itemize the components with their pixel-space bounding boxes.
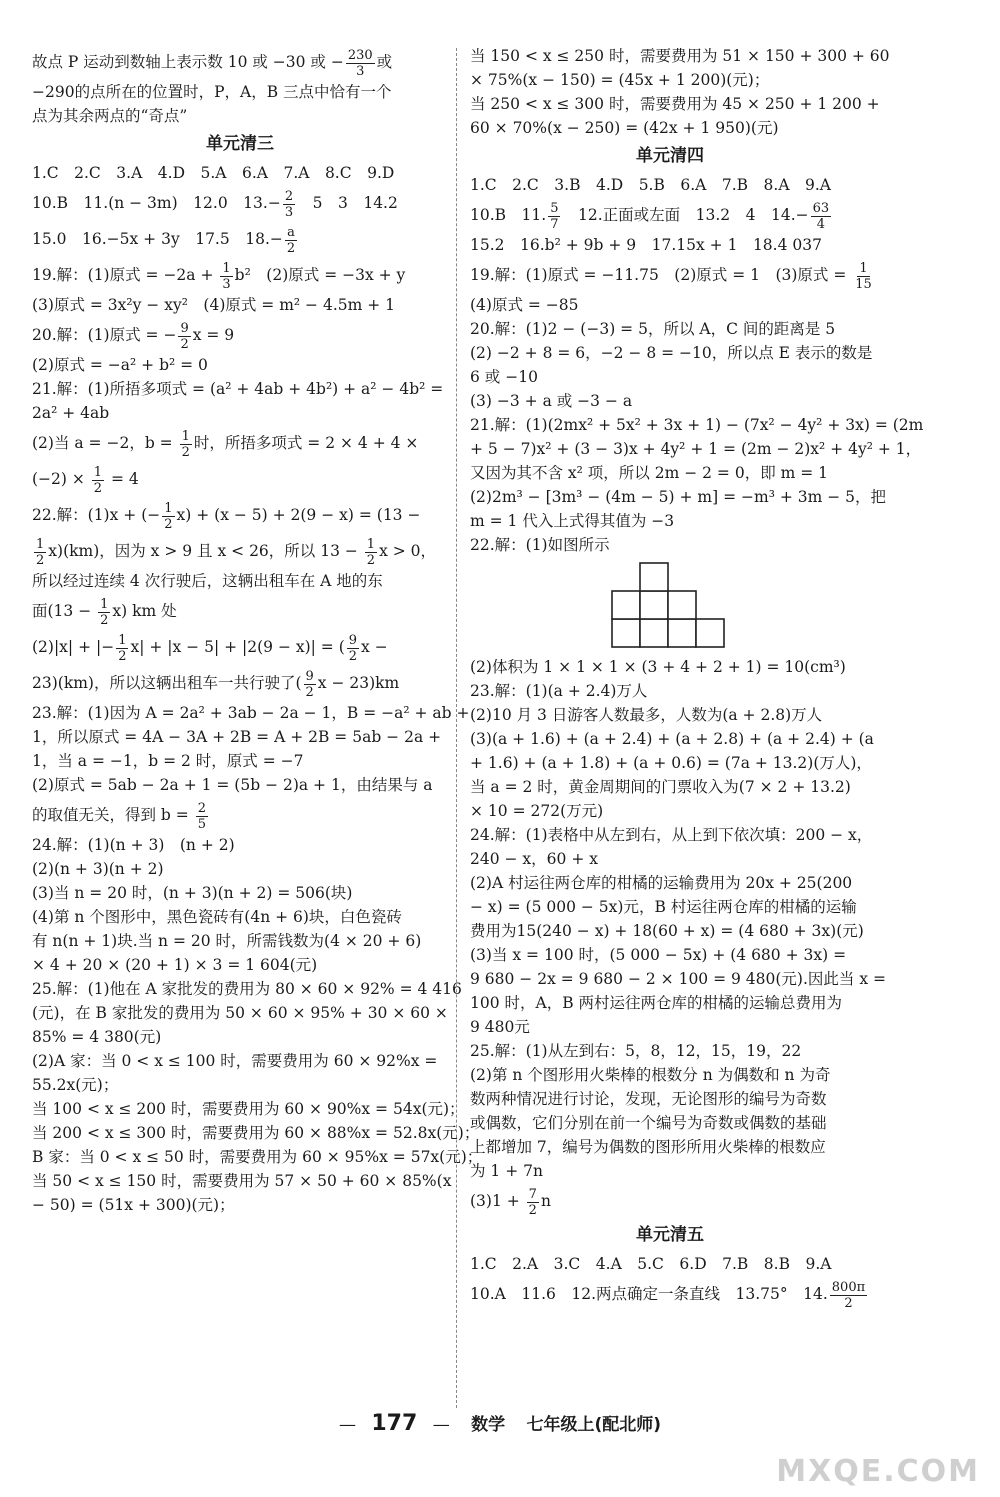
fraction-denominator: 2 bbox=[286, 240, 296, 256]
text-line: $\frac{1}{2}$ x)(km)，因为 x > 9 且 x < 26，所以 13 − $\frac{1}{2}$ x > 0， bbox=[36, 536, 437, 568]
text-line: (2)第 n 个图形用火柴棒的根数分 n 为偶数和 n 为奇 bbox=[470, 1066, 831, 1084]
text-line: m = 1 代入上式得其值为 −3 bbox=[470, 512, 675, 530]
text-line: 当 200 < x ≤ 300 时，需要费用为 60 × 88%x = 52.8x(元)； bbox=[32, 1124, 480, 1142]
cube-view-figure bbox=[610, 561, 726, 649]
fraction-numerator: 1 bbox=[100, 596, 109, 612]
fraction bbox=[283, 189, 295, 220]
fraction-numerator: 1 bbox=[366, 536, 376, 552]
text-line: 面(13 − $\frac{1}{2}$ x) km 处 bbox=[32, 596, 177, 628]
figure-square bbox=[668, 619, 696, 647]
fraction-numerator: 1 bbox=[118, 632, 127, 648]
text-line: − x) = (5 000 − 5x)元，B 村运往两仓库的柑橘的运输 bbox=[470, 898, 857, 916]
fraction-numerator: 800π bbox=[831, 1279, 866, 1295]
fraction-numerator: 63 bbox=[812, 200, 830, 216]
fraction-denominator: 4 bbox=[816, 216, 826, 232]
text-line: (3)原式 = 3x²y − xy² (4)原式 = m² − 4.5m + 1 bbox=[32, 296, 396, 314]
text-line: 15.0 16.−5x + 3y 17.5 18.− $\frac{a}{2}$ bbox=[32, 224, 296, 256]
text-line: 1.C 2.C 3.B 4.D 5.B 6.A 7.B 8.A 9.A bbox=[470, 176, 831, 194]
fraction bbox=[830, 1280, 867, 1311]
text-line: (3)当 x = 100 时，(5 000 − 5x) + (4 680 + 3x) = bbox=[470, 946, 847, 964]
fraction-numerator: 230 bbox=[347, 47, 373, 63]
text-line: (2)(n + 3)(n + 2) bbox=[32, 860, 164, 878]
fraction bbox=[527, 1187, 539, 1218]
fraction bbox=[285, 225, 297, 256]
text-line: (2)体积为 1 × 1 × 1 × (3 + 4 + 2 + 1) = 10(cm³) bbox=[470, 658, 846, 676]
text-line: (3)当 n = 20 时，(n + 3)(n + 2) = 506(块) bbox=[32, 884, 353, 902]
text-line: 19.解：(1)原式 = −2a + $\frac{1}{3}$ b² (2)原式 = −3x + y bbox=[32, 260, 406, 292]
page-footer bbox=[0, 1410, 1000, 1436]
text-line: B 家：当 0 < x ≤ 50 时，需要费用为 60 × 95%x = 57x(元)； bbox=[32, 1148, 483, 1166]
text-line: 23.解：(1)因为 A = 2a² + 3ab − 2a − 1，B = −a² + ab + bbox=[32, 704, 470, 722]
text-line: (3)1 + $\frac{7}{2}$ n bbox=[470, 1186, 551, 1218]
text-line: 10.A 11.6 12.两点确定一条直线 13.75° 14. $\frac{800\pi}{2}$ bbox=[470, 1279, 866, 1311]
text-line: 25.解：(1)他在 A 家批发的费用为 80 × 60 × 92% = 4 416 bbox=[32, 980, 462, 998]
fraction bbox=[347, 633, 359, 664]
figure-square bbox=[668, 591, 696, 619]
fraction-numerator: 5 bbox=[550, 200, 559, 216]
figure-square bbox=[640, 563, 668, 591]
text-line: (2)A 村运往两仓库的柑橘的运输费用为 20x + 25(200 bbox=[470, 874, 853, 892]
text-line: (3)(a + 1.6) + (a + 2.4) + (a + 2.8) + (a + 2.4) + (a bbox=[470, 730, 874, 748]
fraction bbox=[346, 48, 375, 79]
text-line: 为 1 + 7n bbox=[470, 1162, 543, 1180]
text-line: 当 150 < x ≤ 250 时，需要费用为 51 × 150 + 300 + 60 bbox=[470, 47, 890, 65]
text-line: + 1.6) + (a + 1.8) + (a + 0.6) = (7a + 13.2)(万人)， bbox=[470, 754, 872, 772]
watermark-logo: MXQE.COM bbox=[776, 1454, 980, 1489]
text-line: 2a² + 4ab bbox=[32, 404, 110, 422]
text-line: 55.2x(元)； bbox=[32, 1076, 119, 1094]
fraction-denominator: 2 bbox=[180, 336, 189, 352]
fraction-denominator: 15 bbox=[855, 276, 872, 292]
text-line: 或偶数，它们分别在前一个编号为奇数或偶数的基础 bbox=[470, 1114, 827, 1132]
fraction bbox=[92, 465, 104, 496]
text-line: 240 − x，60 + x bbox=[470, 850, 598, 868]
fraction bbox=[220, 261, 232, 292]
text-line: (3) −3 + a 或 −3 − a bbox=[470, 392, 633, 410]
fraction-denominator: 5 bbox=[197, 816, 206, 832]
text-line: (2)当 a = −2，b = $\frac{1}{2}$ 时，所捂多项式 = 2 × 4 + 4 × bbox=[32, 428, 419, 460]
fraction-numerator: 1 bbox=[93, 464, 103, 480]
text-line: 当 a = 2 时，黄金周期间的门票收入为(7 × 2 + 13.2) bbox=[470, 778, 851, 796]
text-line: 所以经过连续 4 次行驶后，这辆出租车在 A 地的东 bbox=[32, 572, 383, 590]
fraction-denominator: 2 bbox=[36, 552, 45, 568]
figure-square bbox=[696, 619, 724, 647]
text-line: 9 680 − 2x = 9 680 − 2 × 100 = 9 480(元).因此当 x = bbox=[470, 970, 886, 988]
text-line: 当 50 < x ≤ 150 时，需要费用为 57 × 50 + 60 × 85%(x bbox=[32, 1172, 452, 1190]
fraction bbox=[811, 201, 832, 232]
fraction-numerator: 7 bbox=[528, 1186, 537, 1202]
figure-square bbox=[640, 619, 668, 647]
section-heading: 单元清三 bbox=[206, 134, 274, 154]
text-line: (元)，在 B 家批发的费用为 50 × 60 × 95% + 30 × 60 × bbox=[32, 1004, 448, 1022]
fraction-numerator: 2 bbox=[197, 800, 206, 816]
text-line: × 4 + 20 × (20 + 1) × 3 = 1 604(元) bbox=[32, 956, 318, 974]
section-heading: 单元清五 bbox=[636, 1225, 704, 1245]
text-line: 24.解：(1)表格中从左到右，从上到下依次填：200 − x， bbox=[470, 826, 873, 844]
fraction bbox=[116, 633, 128, 664]
fraction bbox=[196, 801, 208, 832]
text-line: 的取值无关，得到 b = $\frac{2}{5}$ bbox=[32, 800, 206, 832]
fraction bbox=[178, 321, 190, 352]
fraction-denominator: 2 bbox=[844, 1295, 853, 1311]
fraction-denominator: 3 bbox=[356, 63, 365, 79]
fraction-denominator: 7 bbox=[550, 216, 559, 232]
text-line: (2)10 月 3 日游客人数最多，人数为(a + 2.8)万人 bbox=[470, 706, 823, 724]
fraction-denominator: 2 bbox=[118, 648, 127, 664]
fraction-numerator: 1 bbox=[36, 536, 45, 552]
text-line: + 5 − 7)x² + (3 − 3)x + 4y² + 1 = (2m − 2)x² + 4y² + 1， bbox=[470, 440, 922, 458]
text-line: (−2) × $\frac{1}{2}$ = 4 bbox=[32, 464, 139, 496]
text-line: 有 n(n + 1)块.当 n = 20 时，所需钱数为(4 × 20 + 6) bbox=[32, 932, 422, 950]
fraction bbox=[304, 669, 316, 700]
fraction-numerator: 9 bbox=[305, 668, 314, 684]
text-line: (2)原式 = 5ab − 2a + 1 = (5b − 2)a + 1，由结果与 a bbox=[32, 776, 433, 794]
fraction bbox=[365, 537, 377, 568]
fraction-denominator: 3 bbox=[284, 204, 294, 220]
left-column bbox=[32, 44, 483, 1217]
fraction bbox=[162, 501, 174, 532]
text-line: 1.C 2.A 3.C 4.A 5.C 6.D 7.B 8.B 9.A bbox=[470, 1255, 832, 1273]
column-divider bbox=[456, 48, 457, 1408]
fraction bbox=[34, 537, 46, 568]
footer-grade: 七年级上(配北师) bbox=[526, 1415, 662, 1435]
page-number: 177 bbox=[371, 1411, 418, 1436]
fraction bbox=[548, 201, 560, 232]
text-line: 点为其余两点的“奇点” bbox=[32, 107, 188, 125]
fraction-denominator: 2 bbox=[181, 444, 190, 460]
fraction-numerator: 1 bbox=[859, 260, 868, 276]
fraction-denominator: 2 bbox=[93, 480, 103, 496]
text-line: 又因为其不含 x² 项，所以 2m − 2 = 0，即 m = 1 bbox=[470, 464, 829, 482]
fraction-numerator: a bbox=[287, 224, 295, 240]
text-line: × 75%(x − 150) = (45x + 1 200)(元)； bbox=[470, 71, 770, 89]
text-line: (4)第 n 个图形中，黑色瓷砖有(4n + 6)块，白色瓷砖 bbox=[32, 908, 402, 926]
fraction-denominator: 2 bbox=[164, 516, 173, 532]
footer-dash-right: — bbox=[432, 1415, 450, 1435]
footer-dash-left: — bbox=[338, 1415, 356, 1435]
fraction-numerator: 9 bbox=[348, 632, 358, 648]
text-line: 60 × 70%(x − 250) = (42x + 1 950)(元) bbox=[470, 119, 779, 137]
fraction bbox=[180, 429, 192, 460]
fraction bbox=[853, 261, 874, 292]
text-line: 上都增加 7，编号为偶数的图形所用火柴棒的根数应 bbox=[470, 1138, 826, 1156]
text-line: 故点 P 运动到数轴上表示数 10 或 −30 或 − $\frac{230}{3}$ 或 bbox=[32, 47, 393, 79]
fraction-denominator: 2 bbox=[348, 648, 358, 664]
text-line: 25.解：(1)从左到右：5，8，12，15，19，22 bbox=[470, 1042, 802, 1060]
section-heading: 单元清四 bbox=[636, 146, 704, 166]
text-line: 22.解：(1)x + (− $\frac{1}{2}$ x) + (x − 5) + 2(9 − x) = (13 − bbox=[32, 500, 421, 532]
text-line: 21.解：(1)(2mx² + 5x² + 3x + 1) − (7x² − 4y² + 3x) = (2m bbox=[470, 416, 924, 434]
fraction-numerator: 2 bbox=[284, 188, 294, 204]
text-line: − 50) = (51x + 300)(元)； bbox=[32, 1196, 235, 1214]
text-line: 6 或 −10 bbox=[470, 368, 538, 386]
text-line: 9 480元 bbox=[470, 1018, 530, 1036]
text-line: 15.2 16.b² + 9b + 9 17.15x + 1 18.4 037 bbox=[470, 236, 822, 254]
text-line: (2)2m³ − [3m³ − (4m − 5) + m] = −m³ + 3m − 5，把 bbox=[470, 488, 887, 506]
text-line: 当 250 < x ≤ 300 时，需要费用为 45 × 250 + 1 200 + bbox=[470, 95, 880, 113]
fraction-numerator: 1 bbox=[164, 500, 173, 516]
figure-square bbox=[612, 591, 640, 619]
figure-square bbox=[640, 591, 668, 619]
text-line: × 10 = 272(万元) bbox=[470, 802, 604, 820]
text-line: 10.B 11. $\frac{5}{7}$ 12.正面或左面 13.2 4 14.− $\frac{63}{4}$ bbox=[470, 200, 830, 232]
fraction-numerator: 9 bbox=[180, 320, 189, 336]
text-line: (2)原式 = −a² + b² = 0 bbox=[32, 356, 208, 374]
text-line: 20.解：(1)2 − (−3) = 5，所以 A，C 间的距离是 5 bbox=[470, 320, 836, 338]
figure-square bbox=[612, 619, 640, 647]
fraction-denominator: 2 bbox=[366, 552, 376, 568]
text-line: 21.解：(1)所捂多项式 = (a² + 4ab + 4b²) + a² − 4b² = bbox=[32, 380, 444, 398]
text-line: 100 时，A，B 两村运往两仓库的柑橘的运输总费用为 bbox=[470, 994, 843, 1012]
text-line: 当 100 < x ≤ 200 时，需要费用为 60 × 90%x = 54x(元)； bbox=[32, 1100, 465, 1118]
text-line: 1，所以原式 = 4A − 3A + 2B = A + 2B = 5ab − 2a + bbox=[32, 728, 442, 746]
text-line: 数两种情况进行讨论，发现，无论图形的编号为奇数 bbox=[470, 1090, 827, 1108]
text-line: 10.B 11.(n − 3m) 12.0 13.− $\frac{2}{3}$ 5 3 14.2 bbox=[32, 188, 398, 220]
text-line: −290的点所在的位置时，P，A，B 三点中恰有一个 bbox=[32, 83, 392, 101]
fraction-numerator: 1 bbox=[181, 428, 190, 444]
fraction-denominator: 2 bbox=[305, 684, 314, 700]
fraction-denominator: 2 bbox=[528, 1202, 537, 1218]
text-line: (2)|x| + |− $\frac{1}{2}$ x| + |x − 5| + |2(9 − x)| = ( $\frac{9}{2}$ x − bbox=[32, 632, 388, 664]
text-line: 23.解：(1)(a + 2.4)万人 bbox=[470, 682, 648, 700]
text-line: (2) −2 + 8 = 6，−2 − 8 = −10，所以点 E 表示的数是 bbox=[470, 344, 873, 362]
text-line: 23)(km)，所以这辆出租车一共行驶了( $\frac{9}{2}$ x − 23)km bbox=[32, 668, 400, 700]
text-line: 1.C 2.C 3.A 4.D 5.A 6.A 7.A 8.C 9.D bbox=[32, 164, 395, 182]
right-column bbox=[470, 44, 924, 1312]
text-line: 19.解：(1)原式 = −11.75 (2)原式 = 1 (3)原式 = $\frac{1}{15}$ bbox=[470, 260, 872, 292]
text-line: 1，当 a = −1，b = 2 时，原式 = −7 bbox=[32, 752, 304, 770]
footer-subject: 数学 bbox=[471, 1415, 506, 1435]
fraction-numerator: 1 bbox=[222, 260, 231, 276]
text-line: (2)A 家：当 0 < x ≤ 100 时，需要费用为 60 × 92%x = bbox=[32, 1052, 438, 1070]
text-line: (4)原式 = −85 bbox=[470, 296, 579, 314]
fraction-denominator: 3 bbox=[222, 276, 231, 292]
fraction bbox=[98, 597, 110, 628]
text-line: 24.解：(1)(n + 3) (n + 2) bbox=[32, 836, 235, 854]
text-line: 85% = 4 380(元) bbox=[32, 1028, 162, 1046]
fraction-denominator: 2 bbox=[100, 612, 109, 628]
text-line: 20.解：(1)原式 = − $\frac{9}{2}$ x = 9 bbox=[32, 320, 235, 352]
text-line: 费用为15(240 − x) + 18(60 + x) = (4 680 + 3x)(元) bbox=[470, 922, 864, 940]
text-line: 22.解：(1)如图所示 bbox=[470, 536, 610, 554]
